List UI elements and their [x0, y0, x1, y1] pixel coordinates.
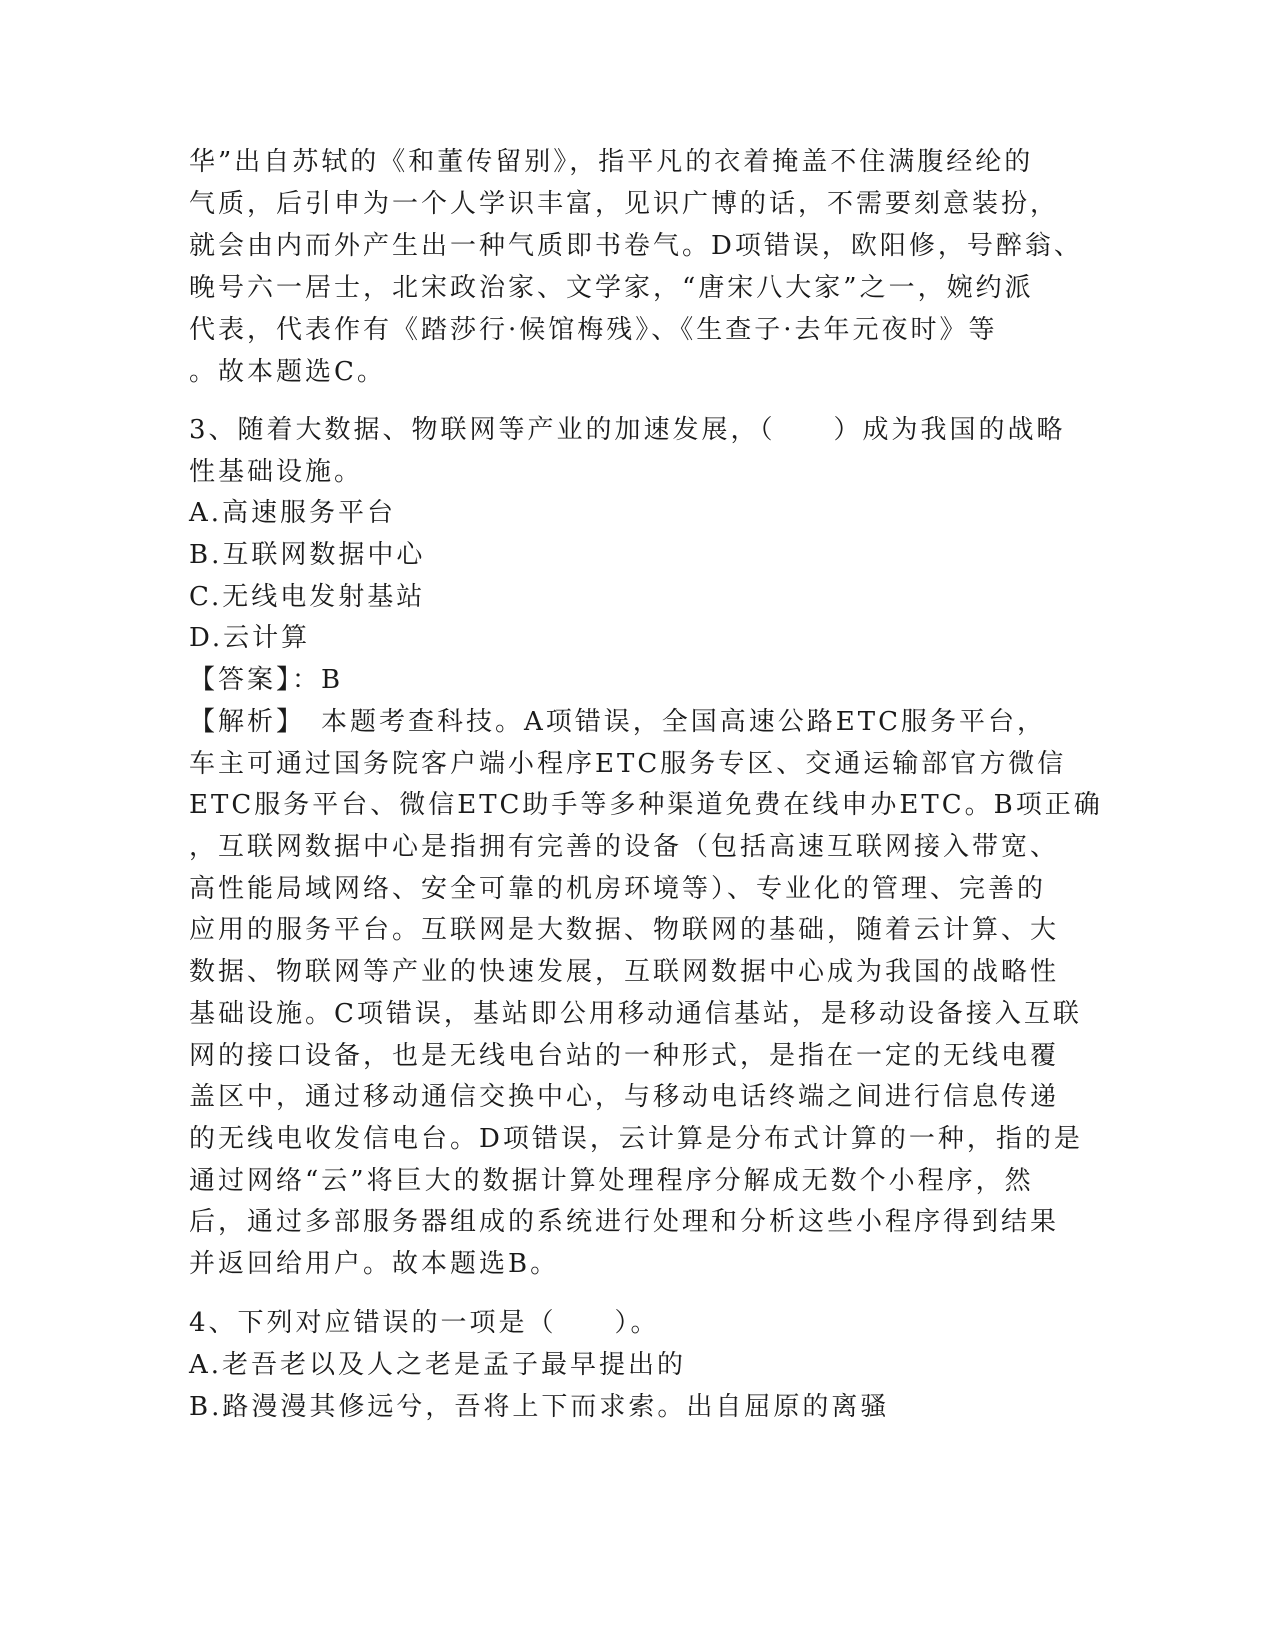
option-b: B.互联网数据中心	[189, 540, 426, 570]
question-stem: 3、随着大数据、物联网等产业的加速发展，（ ）成为我国的战略	[189, 415, 1066, 445]
question-stem: 性基础设施。	[189, 457, 364, 487]
option-a: A.老吾老以及人之老是孟子最早提出的	[189, 1350, 687, 1380]
analysis-line: 并返回给用户。故本题选B。	[189, 1249, 560, 1279]
analysis-line: 数据、物联网等产业的快速发展，互联网数据中心成为我国的战略性	[189, 957, 1060, 987]
analysis-line: 后，通过多部服务器组成的系统进行处理和分析这些小程序得到结果	[189, 1207, 1060, 1237]
analysis-line: 网的接口设备，也是无线电台站的一种形式，是指在一定的无线电覆	[189, 1041, 1060, 1071]
text-line: 就会由内而外产生出一种气质即书卷气。D项错误，欧阳修，号醉翁、	[189, 231, 1083, 261]
text-line: 华”出自苏轼的《和董传留别》，指平凡的衣着掩盖不住满腹经纶的	[189, 147, 1034, 177]
analysis-line: ETC服务平台、微信ETC助手等多种渠道免费在线申办ETC。B项正确	[189, 790, 1103, 820]
analysis-line: 【解析】 本题考查科技。A项错误，全国高速公路ETC服务平台，	[189, 707, 1046, 737]
text-line: 气质，后引申为一个人学识丰富，见识广博的话，不需要刻意装扮，	[189, 189, 1060, 219]
option-c: C.无线电发射基站	[189, 582, 426, 612]
text-line: 代表，代表作有《踏莎行·候馆梅残》、《生查子·去年元夜时》等	[189, 315, 998, 345]
answer: 【答案】：B	[189, 665, 344, 695]
option-b: B.路漫漫其修远兮，吾将上下而求索。出自屈原的离骚	[189, 1392, 890, 1422]
analysis-line: 的无线电收发信电台。D项错误，云计算是分布式计算的一种，指的是	[189, 1124, 1083, 1154]
option-a: A.高速服务平台	[189, 498, 397, 528]
analysis-line: 基础设施。C项错误，基站即公用移动通信基站，是移动设备接入互联	[189, 999, 1082, 1029]
question-stem: 4、下列对应错误的一项是（ ）。	[189, 1308, 660, 1338]
analysis-line: ，互联网数据中心是指拥有完善的设备（包括高速互联网接入带宽、	[189, 832, 1060, 862]
analysis-line: 车主可通过国务院客户端小程序ETC服务专区、交通运输部官方微信	[189, 749, 1067, 779]
analysis-line: 高性能局域网络、安全可靠的机房环境等）、专业化的管理、完善的	[189, 874, 1047, 904]
option-d: D.云计算	[189, 623, 311, 653]
analysis-line: 应用的服务平台。互联网是大数据、物联网的基础，随着云计算、大	[189, 915, 1060, 945]
text-line: 。故本题选C。	[189, 357, 386, 387]
analysis-line: 通过网络“云”将巨大的数据计算处理程序分解成无数个小程序，然	[189, 1166, 1034, 1196]
analysis-line: 盖区中，通过移动通信交换中心，与移动电话终端之间进行信息传递	[189, 1082, 1060, 1112]
text-line: 晚号六一居士，北宋政治家、文学家，“唐宋八大家”之一，婉约派	[189, 273, 1034, 303]
